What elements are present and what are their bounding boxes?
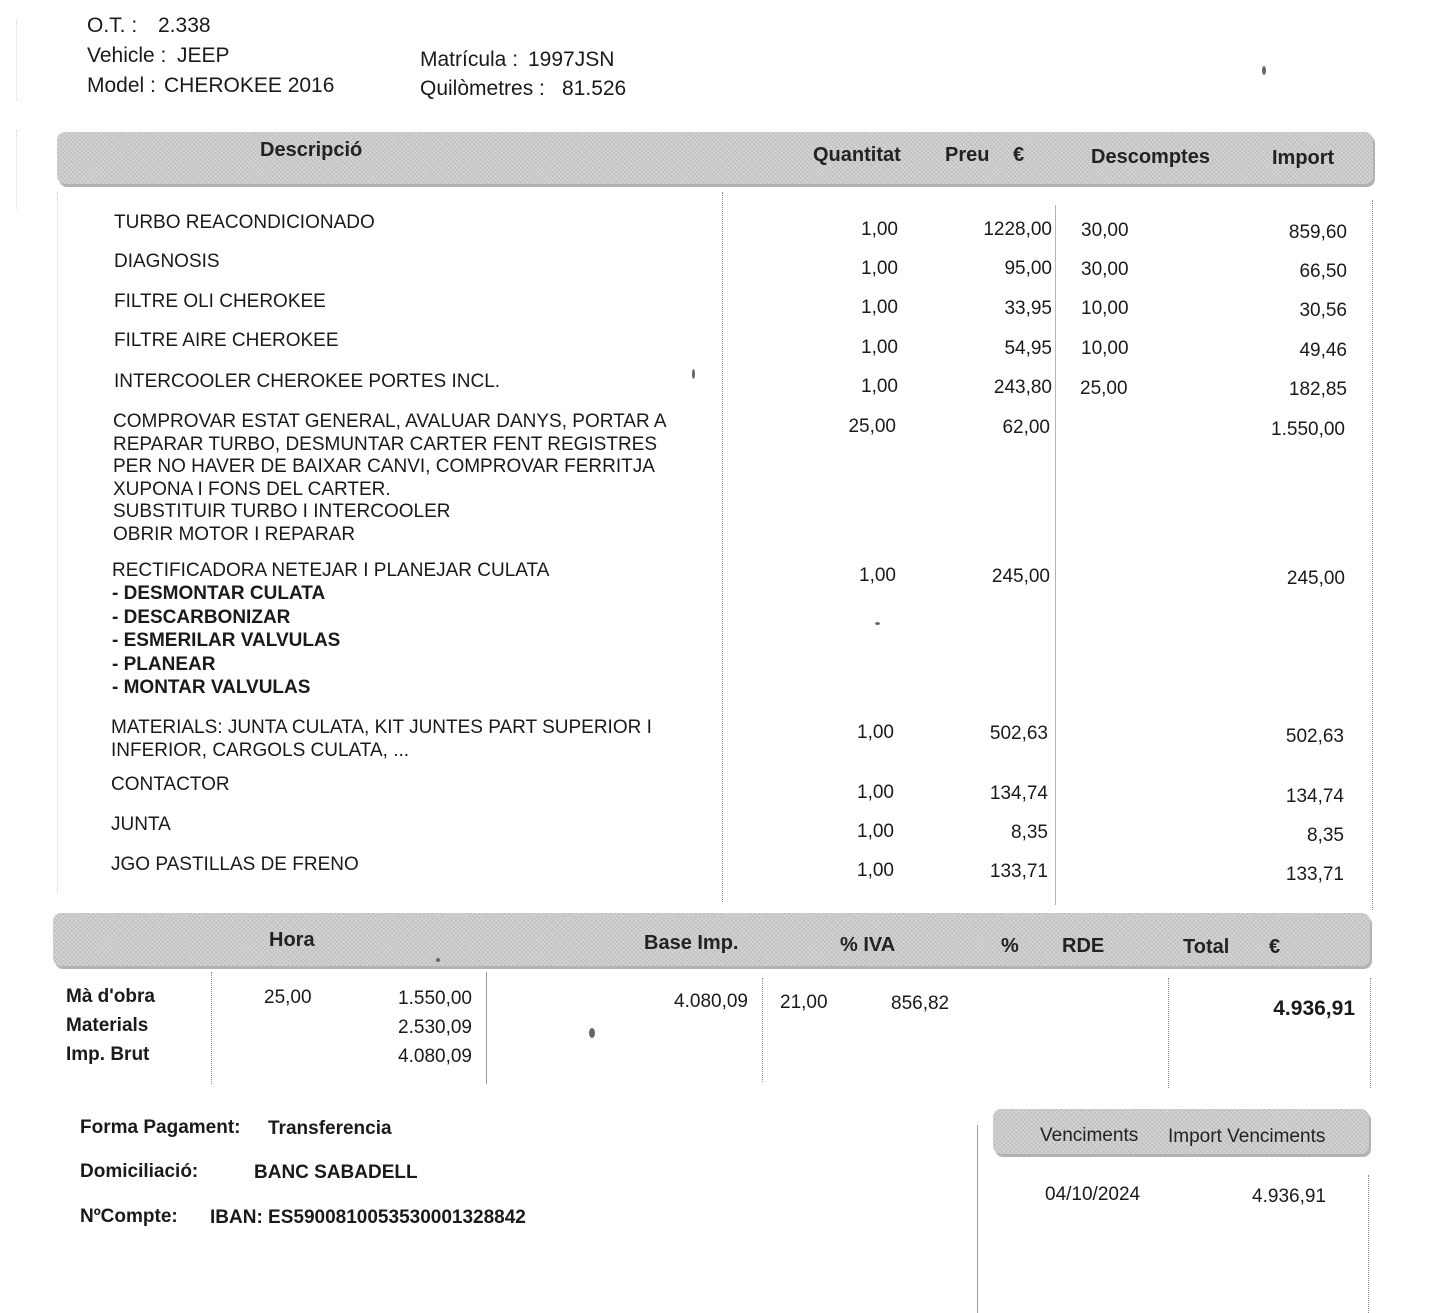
compte-value: IBAN: ES5900810053530001328842 — [210, 1207, 526, 1228]
due-separator — [1368, 1175, 1369, 1313]
row-price: 95,00 — [1004, 258, 1052, 279]
col-total-euro: € — [1269, 936, 1281, 958]
materials-amount: 2.530,09 — [398, 1017, 472, 1038]
scan-speck — [436, 958, 440, 962]
row-discount: 25,00 — [1080, 378, 1128, 399]
materials-label: Materials — [66, 1015, 149, 1036]
row-discount: 30,00 — [1081, 259, 1129, 280]
row-description — [112, 559, 549, 699]
col-import: Import — [1272, 147, 1335, 169]
totals-separator — [1168, 978, 1169, 1088]
col-hora: Hora — [269, 929, 315, 951]
row-amount: 133,71 — [1285, 864, 1344, 885]
scan-edge-dots — [16, 130, 17, 210]
ot-label: O.T. : — [87, 14, 138, 37]
row-amount: 502,63 — [1285, 726, 1344, 747]
due-header-bar — [993, 1109, 1369, 1154]
matricula-value: 1997JSN — [528, 48, 615, 71]
row-description: JUNTA — [111, 814, 171, 835]
row-price: 1228,00 — [983, 219, 1052, 240]
row-quantity: 1,00 — [861, 337, 898, 358]
description-task-line: - MONTAR VALVULAS — [112, 677, 311, 699]
vehicle-label: Vehicle : — [87, 44, 167, 67]
row-discount: 10,00 — [1081, 338, 1129, 359]
row-price: 502,63 — [989, 723, 1048, 744]
col-total: Total — [1183, 936, 1230, 958]
col-rde: RDE — [1062, 935, 1105, 957]
row-price: 62,00 — [1002, 417, 1050, 438]
ma-obra-amount: 1.550,00 — [398, 988, 472, 1009]
totals-separator — [211, 972, 212, 1084]
totals-separator — [762, 978, 763, 1082]
totals-header-bar — [53, 913, 1370, 966]
row-quantity: 1,00 — [861, 376, 898, 397]
row-description: JGO PASTILLAS DE FRENO — [111, 854, 359, 875]
row-amount: 182,85 — [1288, 379, 1347, 400]
iva-amount-value: 856,82 — [891, 993, 950, 1014]
row-description — [113, 411, 667, 547]
scan-edge-dots — [16, 20, 17, 100]
col-preu: Preu — [945, 144, 990, 166]
col-descomptes: Descomptes — [1091, 146, 1210, 168]
col-descripcio: Descripció — [260, 139, 363, 161]
description-line: MATERIALS: JUNTA CULATA, KIT JUNTES PART SUPERIOR I — [111, 717, 652, 738]
row-quantity: 1,00 — [861, 219, 898, 240]
row-amount: 30,56 — [1299, 300, 1347, 321]
row-price: 8,35 — [1011, 822, 1048, 843]
row-price: 54,95 — [1004, 338, 1052, 359]
forma-pagament-value: Transferencia — [268, 1118, 392, 1139]
row-quantity: 1,00 — [857, 860, 894, 881]
col-base-imp: Base Imp. — [644, 932, 739, 954]
items-separator — [722, 192, 723, 902]
totals-separator — [486, 972, 487, 1084]
col-pct-iva: % IVA — [840, 934, 896, 956]
scan-speck — [589, 1028, 595, 1038]
row-quantity: 1,00 — [857, 782, 894, 803]
row-description: FILTRE OLI CHEROKEE — [114, 291, 326, 312]
forma-pagament-label: Forma Pagament: — [80, 1117, 241, 1138]
row-price: 243,80 — [993, 377, 1052, 398]
items-separator — [57, 192, 58, 892]
model-label: Model : — [87, 74, 156, 97]
scan-speck — [1262, 66, 1266, 75]
domiciliacio-value: BANC SABADELL — [254, 1162, 418, 1183]
description-line: OBRIR MOTOR I REPARAR — [113, 523, 356, 545]
description-line: COMPROVAR ESTAT GENERAL, AVALUAR DANYS, PORTAR A — [113, 411, 667, 432]
matricula-label: Matrícula : — [420, 48, 519, 71]
row-price: 245,00 — [991, 566, 1050, 587]
row-description: FILTRE AIRE CHEROKEE — [114, 330, 339, 351]
due-date: 04/10/2024 — [1045, 1184, 1141, 1205]
description-line: REPARAR TURBO, DESMUNTAR CARTER FENT REGISTRES — [113, 433, 658, 455]
row-amount: 134,74 — [1285, 786, 1344, 807]
row-price: 133,71 — [989, 861, 1048, 882]
row-price: 33,95 — [1004, 298, 1052, 319]
model-value: CHEROKEE 2016 — [164, 74, 335, 97]
description-line: SUBSTITUIR TURBO I INTERCOOLER — [113, 501, 451, 523]
row-amount: 8,35 — [1307, 825, 1344, 846]
row-amount: 245,00 — [1286, 568, 1345, 589]
row-quantity: 1,00 — [857, 821, 894, 842]
import-venciments-label: Import Venciments — [1168, 1126, 1326, 1147]
row-quantity: 1,00 — [861, 297, 898, 318]
km-value: 81.526 — [562, 77, 627, 100]
km-label: Quilòmetres : — [420, 77, 545, 100]
domiciliacio-label: Domiciliació: — [80, 1161, 199, 1182]
imp-brut-label: Imp. Brut — [66, 1044, 150, 1065]
ma-obra-hours: 25,00 — [264, 987, 312, 1008]
row-description: CONTACTOR — [111, 774, 230, 795]
base-imp-value: 4.080,09 — [674, 991, 748, 1012]
row-discount: 10,00 — [1081, 298, 1129, 319]
vehicle-value: JEEP — [177, 44, 230, 67]
row-amount: 49,46 — [1299, 340, 1347, 361]
col-quantitat: Quantitat — [813, 144, 901, 166]
items-header-bar — [57, 132, 1373, 184]
col-preu-euro: € — [1013, 144, 1025, 166]
row-quantity: 25,00 — [848, 416, 896, 437]
description-task-line: - PLANEAR — [112, 653, 216, 675]
due-separator — [977, 1125, 978, 1313]
ot-value: 2.338 — [158, 14, 211, 37]
row-discount: 30,00 — [1081, 220, 1129, 241]
imp-brut-amount: 4.080,09 — [398, 1046, 472, 1067]
row-amount: 66,50 — [1299, 261, 1347, 282]
row-description: INTERCOOLER CHEROKEE PORTES INCL. — [114, 371, 501, 392]
row-amount: 1.550,00 — [1271, 419, 1345, 440]
description-line: INFERIOR, CARGOLS CULATA, ... — [111, 739, 410, 761]
scan-speck — [875, 622, 880, 625]
compte-label: NºCompte: — [80, 1206, 178, 1227]
description-task-line: - DESCARBONIZAR — [112, 606, 291, 628]
description-task-line: - DESMONTAR CULATA — [112, 583, 326, 605]
description-line: XUPONA I FONS DEL CARTER. — [113, 478, 391, 500]
due-amount: 4.936,91 — [1252, 1186, 1326, 1207]
row-description: TURBO REACONDICIONADO — [114, 212, 375, 233]
description-line: PER NO HAVER DE BAIXAR CANVI, COMPROVAR FERRITJA — [113, 456, 655, 478]
totals-separator — [1370, 978, 1371, 1088]
items-separator — [1055, 205, 1056, 905]
items-separator — [1372, 200, 1373, 910]
description-task-line: - ESMERILAR VALVULAS — [112, 630, 341, 652]
row-quantity: 1,00 — [859, 565, 896, 586]
row-quantity: 1,00 — [857, 722, 894, 743]
description-line: RECTIFICADORA NETEJAR I PLANEJAR CULATA — [112, 560, 550, 581]
row-price: 134,74 — [989, 783, 1048, 804]
row-description: DIAGNOSIS — [114, 251, 220, 272]
venciments-label: Venciments — [1040, 1125, 1139, 1146]
row-description — [111, 717, 652, 762]
scan-speck — [692, 369, 695, 379]
row-quantity: 1,00 — [861, 258, 898, 279]
iva-pct-value: 21,00 — [780, 992, 828, 1013]
col-pct: % — [1001, 935, 1019, 957]
grand-total: 4.936,91 — [1273, 997, 1355, 1020]
ma-obra-label: Mà d'obra — [66, 986, 155, 1007]
row-amount: 859,60 — [1288, 222, 1347, 243]
